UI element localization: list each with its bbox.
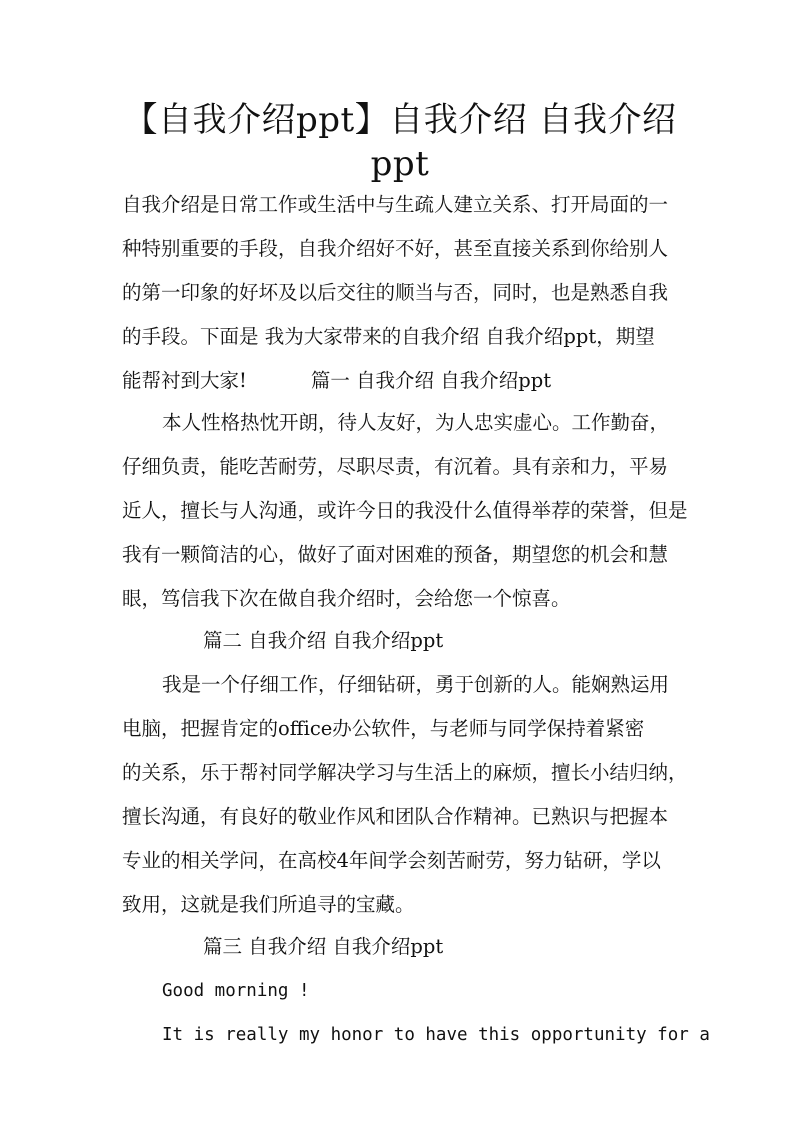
section3-line: It is really my honor to have this opportunity for a [162, 1025, 710, 1045]
document-title-line-1: 【自我介绍ppt】自我介绍 自我介绍 [123, 100, 677, 140]
section2-line: 我是一个仔细工作，仔细钻研，勇于创新的人。能娴熟运用 [162, 673, 670, 696]
section2-line: 致用，这就是我们所追寻的宝藏。 [122, 893, 415, 916]
section1-line: 近人，擅长与人沟通，或许今日的我没什么值得举荐的荣誉，但是 [122, 499, 688, 522]
intro-line: 的手段。下面是 我为大家带来的自我介绍 自我介绍ppt，期望 [122, 325, 655, 348]
section2-heading: 篇二 自我介绍 自我介绍ppt [203, 629, 444, 652]
section2-line: 的关系，乐于帮衬同学解决学习与生活上的麻烦，擅长小结归纳， [122, 761, 688, 784]
section2-line: 电脑，把握肯定的office办公软件，与老师与同学保持着紧密 [122, 717, 645, 740]
intro-line: 自我介绍是日常工作或生活中与生疏人建立关系、打开局面的一 [122, 193, 669, 216]
section1-line: 仔细负责，能吃苦耐劳，尽职尽责，有沉着。具有亲和力，平易 [122, 455, 669, 478]
intro-line [122, 368, 551, 394]
section1-line: 本人性格热忱开朗，待人友好，为人忠实虚心。工作勤奋， [162, 411, 670, 434]
section1-line: 眼，笃信我下次在做自我介绍时，会给您一个惊喜。 [122, 587, 571, 610]
section3-line: Good morning ! [162, 981, 310, 1001]
section3-heading: 篇三 自我介绍 自我介绍ppt [203, 935, 444, 958]
section1-line: 我有一颗简洁的心，做好了面对困难的预备，期望您的机会和慧 [122, 543, 669, 566]
intro-line: 种特别重要的手段，自我介绍好不好，甚至直接关系到你给别人 [122, 237, 669, 260]
document-title-line-2: ppt [370, 144, 430, 184]
section2-line: 专业的相关学问，在高校4年间学会刻苦耐劳，努力钻研，学以 [122, 849, 661, 872]
intro-line-end: 能帮衬到大家! [122, 369, 247, 392]
intro-line: 的第一印象的好坏及以后交往的顺当与否，同时，也是熟悉自我 [122, 281, 669, 304]
section1-heading: 篇一 自我介绍 自我介绍ppt [310, 369, 552, 392]
section2-line: 擅长沟通，有良好的敬业作风和团队合作精神。已熟识与把握本 [122, 805, 669, 828]
